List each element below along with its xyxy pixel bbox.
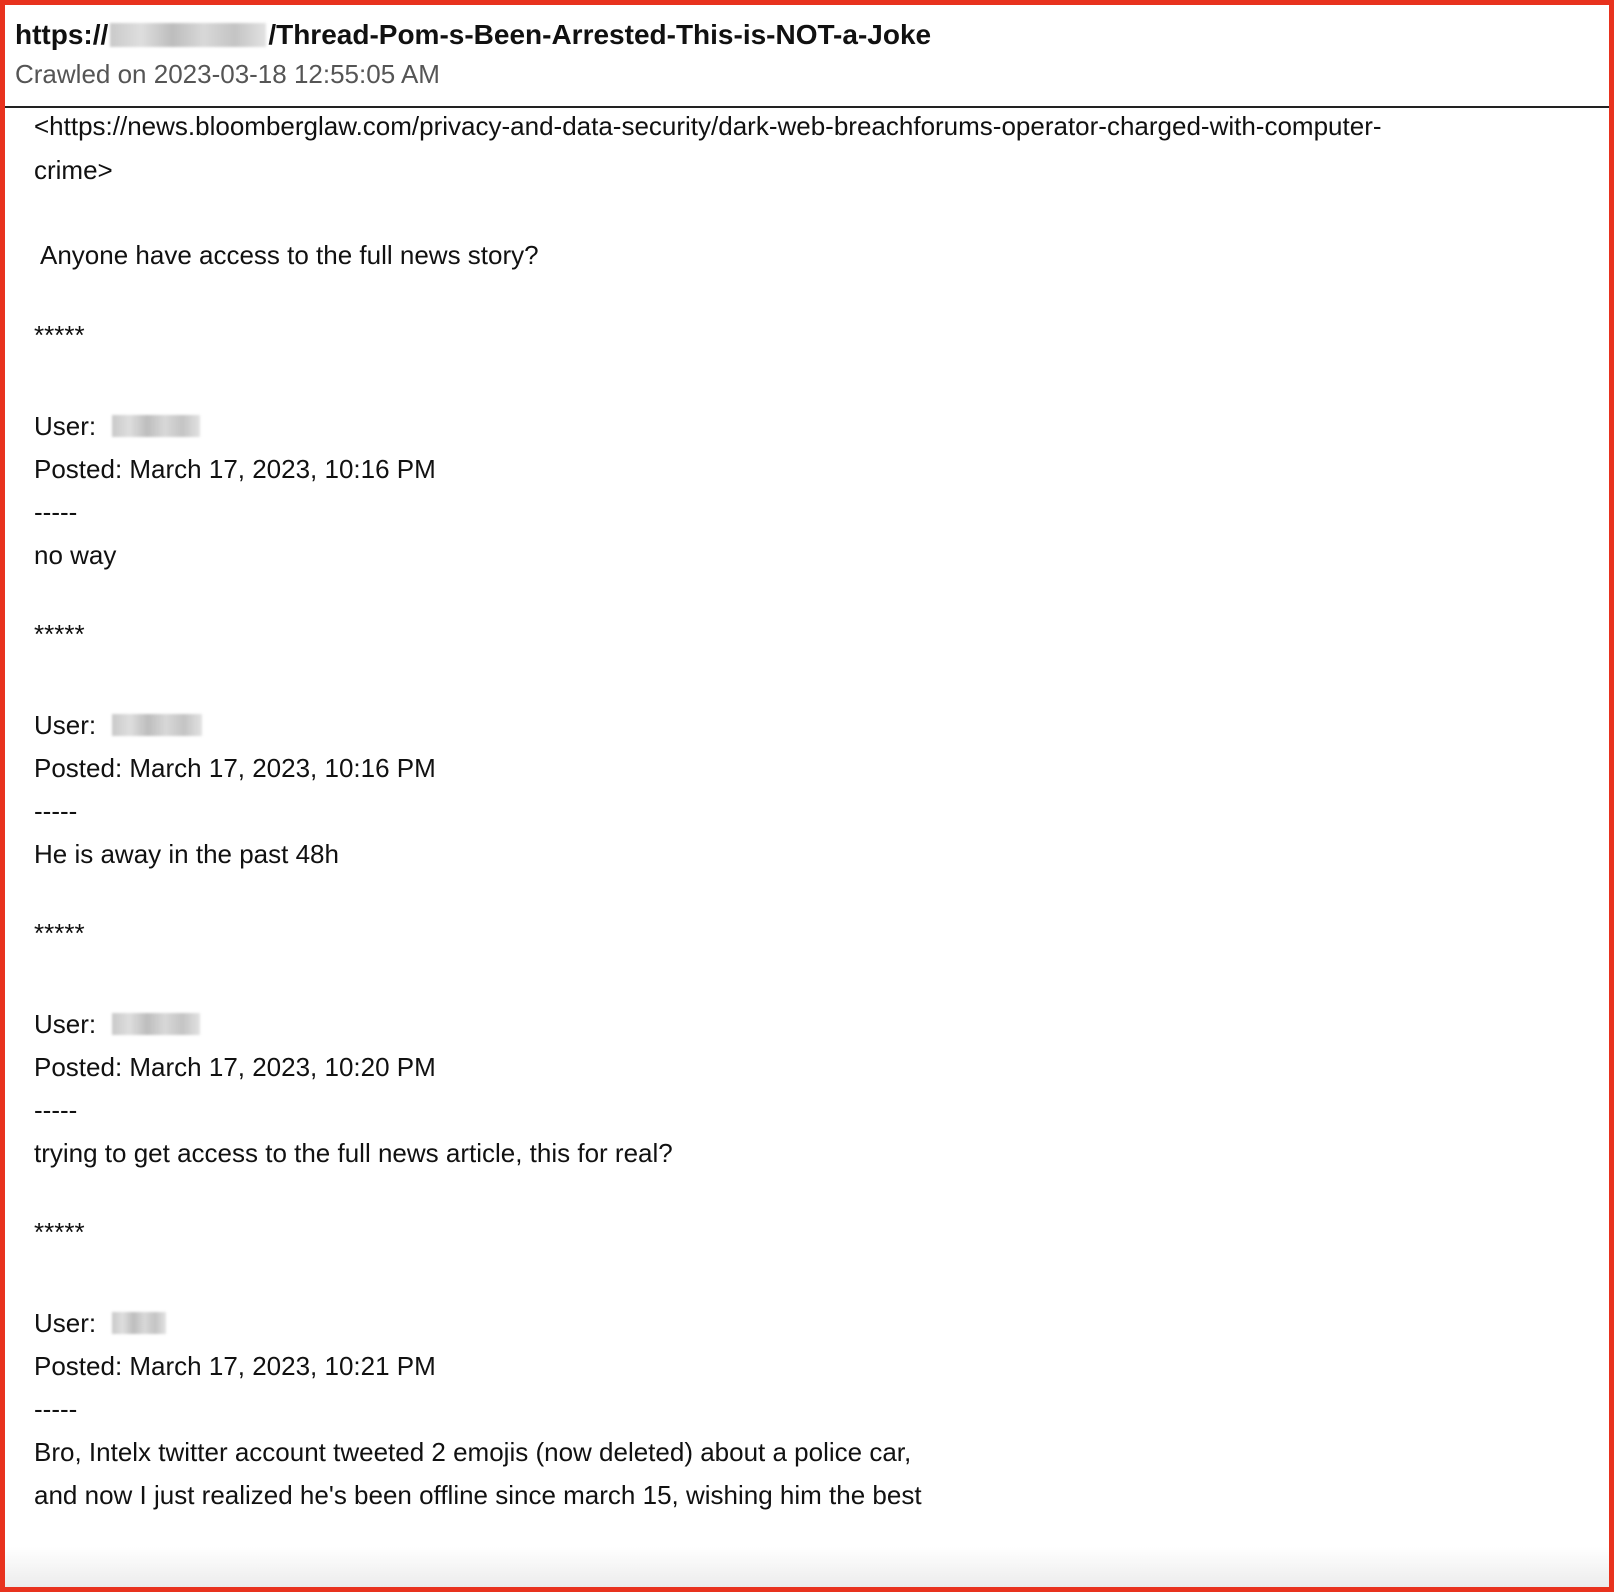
post-divider: ----- [34, 796, 78, 826]
post-divider: ----- [34, 1095, 78, 1125]
post-user-line [34, 1008, 200, 1040]
redacted-domain [110, 23, 266, 47]
thread-url[interactable] [15, 19, 931, 51]
redacted-username [112, 714, 202, 736]
post-user-line [34, 410, 200, 442]
post-body: trying to get access to the full news article, this for real? [34, 1138, 673, 1168]
post-separator: ***** [34, 619, 85, 649]
redacted-username [112, 1013, 200, 1035]
post-divider: ----- [34, 497, 78, 527]
user-label: User: [34, 710, 97, 740]
post-date: Posted: March 17, 2023, 10:20 PM [34, 1052, 436, 1082]
news-link-line-1[interactable]: <https://news.bloomberglaw.com/privacy-and-data-security/dark-web-breachforums-operator-charged-with-computer- [34, 111, 1382, 141]
post-date: Posted: March 17, 2023, 10:16 PM [34, 454, 436, 484]
crawled-timestamp: Crawled on 2023-03-18 12:55:05 AM [15, 59, 440, 89]
page-header [5, 5, 1609, 108]
user-label: User: [34, 411, 97, 441]
post-body: no way [34, 540, 117, 570]
post-separator: ***** [34, 320, 85, 350]
post-separator: ***** [34, 918, 85, 948]
post-body: He is away in the past 48h [34, 839, 339, 869]
post-separator: ***** [34, 1217, 85, 1247]
user-label: User: [34, 1308, 97, 1338]
post-divider: ----- [34, 1394, 78, 1424]
post-date: Posted: March 17, 2023, 10:21 PM [34, 1351, 436, 1381]
news-link-line-2[interactable]: crime> [34, 155, 113, 185]
url-path: /Thread-Pom-s-Been-Arrested-This-is-NOT-a-Joke [268, 19, 932, 50]
post-date: Posted: March 17, 2023, 10:16 PM [34, 753, 436, 783]
opening-question: Anyone have access to the full news story? [40, 240, 539, 270]
post-body-line-1: Bro, Intelx twitter account tweeted 2 emojis (now deleted) about a police car, [34, 1437, 912, 1467]
user-label: User: [34, 1009, 97, 1039]
post-body-line-2: and now I just realized he's been offline since march 15, wishing him the best [34, 1480, 922, 1510]
post-user-line [34, 709, 202, 741]
redacted-username [112, 415, 200, 437]
post-user-line [34, 1307, 166, 1339]
url-prefix: https:// [15, 19, 109, 50]
redacted-username [112, 1312, 166, 1334]
bottom-fade [5, 1547, 1609, 1587]
